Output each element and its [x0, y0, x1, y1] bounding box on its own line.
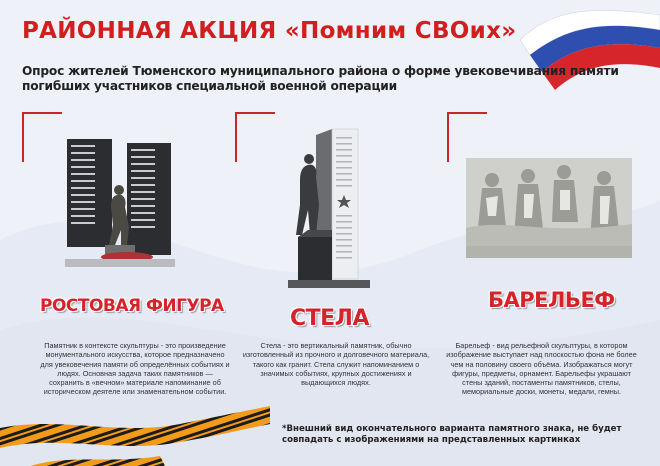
card-frame-2-side	[235, 112, 237, 162]
card-1-description: Памятник в контексте скульптуры - это произведение монументального искусства, которое предназначено для увековечения памяти об определённых событиях и людях. Основная задача таких памятников — сохранить в «вечном» материале напоминание об историческом деятеле или знаменательном событии.	[40, 341, 230, 397]
card-1-heading: РОСТОВАЯ ФИГУРА	[40, 296, 224, 316]
page-title: РАЙОННАЯ АКЦИЯ «Помним СВОих»	[22, 18, 517, 44]
footnote: *Внешний вид окончательного варианта памятного знака, не будет совпадать с изображениями на представленных картинках	[282, 424, 622, 445]
card-frame-1-side	[22, 112, 24, 162]
page-subtitle: Опрос жителей Тюменского муниципального района о форме увековечивания памяти погибших участников специальной военной операции	[22, 64, 619, 93]
statue-memorial-image	[65, 135, 175, 270]
card-frame-3-side	[447, 112, 449, 162]
card-3-description: Барельеф - вид рельефной скульптуры, в котором изображение выступает над плоскостью фона не более чем на половину своего объёма. Изображаться могут фигуры, предметы, орнамент. Барельефы украшают стены зданий, постаменты памятников, стелы, мемориальные доски, монеты, медали, гемны.	[446, 341, 637, 397]
card-frame-2-top	[235, 112, 275, 114]
card-2-description: Стела - это вертикальный памятник, обычно изготовленный из прочного и долговечного материала, такого как гранит. Стела служит напоминанием о значимых событиях, крупных достижениях и выдающихся людях.	[242, 341, 430, 388]
card-3-heading: БАРЕЛЬЕФ	[488, 288, 615, 312]
st-george-ribbon-icon	[0, 376, 270, 466]
stele-image	[288, 125, 373, 290]
bas-relief-image	[466, 158, 632, 258]
card-2-heading: СТЕЛА	[290, 306, 369, 331]
card-frame-3-top	[447, 112, 487, 114]
card-frame-1-top	[22, 112, 62, 114]
